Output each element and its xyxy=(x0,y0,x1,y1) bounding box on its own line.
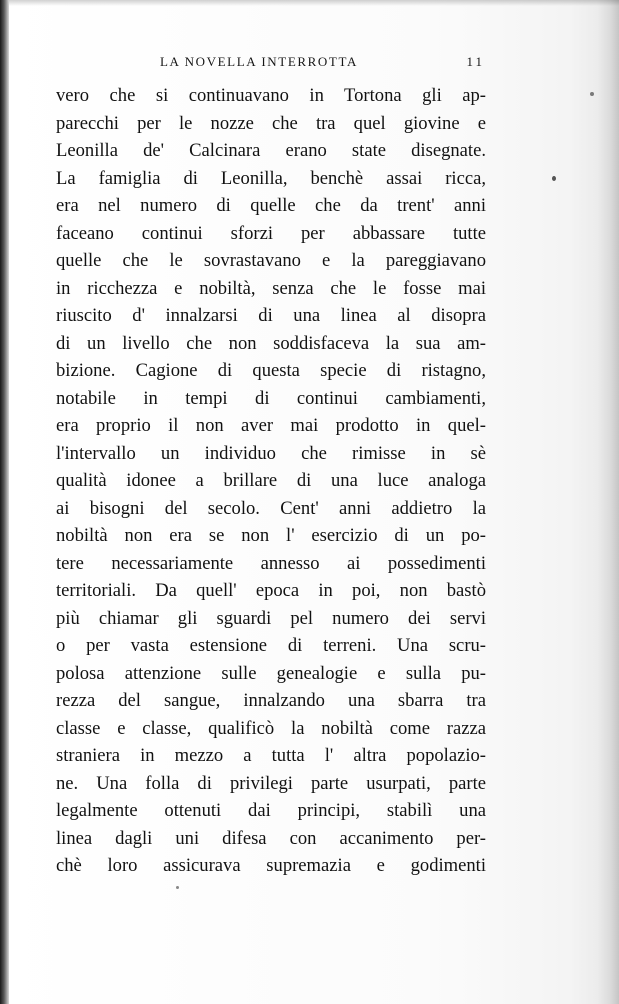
text-line: straniera in mezzo a tutta l' altra popolazio- xyxy=(56,745,486,766)
text-line: di un livello che non soddisfaceva la sua am- xyxy=(56,332,486,354)
paper-speck xyxy=(552,176,556,181)
text-line: ne. Una folla di privilegi parte usurpati, parte xyxy=(56,772,486,794)
text-line: quelle che le sovrastavano e la pareggiavano xyxy=(56,250,486,271)
text-line: legalmente ottenuti dai principi, stabilì una xyxy=(56,800,486,821)
text-line: chè loro assicurava supremazia e godimenti xyxy=(56,855,486,876)
text-line: parecchi per le nozze che tra quel giovine e xyxy=(56,112,486,134)
body-text xyxy=(56,82,486,880)
text-line: era nel numero di quelle che da trent' anni xyxy=(56,195,486,216)
text-line: linea dagli uni difesa con accanimento per- xyxy=(56,827,486,849)
text-line: rezza del sangue, innalzando una sbarra tra xyxy=(56,690,486,711)
text-line: classe e classe, qualificò la nobiltà come razza xyxy=(56,717,486,739)
text-line: era proprio il non aver mai prodotto in quel- xyxy=(56,415,486,436)
paper-speck xyxy=(176,886,179,889)
text-line: La famiglia di Leonilla, benchè assai ricca, xyxy=(56,167,486,189)
text-line: bizione. Cagione di questa specie di ristagno, xyxy=(56,360,486,381)
text-line: tere necessariamente annesso ai possedimenti xyxy=(56,552,486,574)
paper-speck xyxy=(590,92,594,96)
right-edge-shadow xyxy=(597,0,619,1004)
text-line: in ricchezza e nobiltà, senza che le fosse mai xyxy=(56,277,486,299)
text-line: l'intervallo un individuo che rimisse in sè xyxy=(56,442,486,464)
running-title: LA NOVELLA INTERROTTA xyxy=(160,54,358,69)
text-line: faceano continui sforzi per abbassare tutte xyxy=(56,222,486,244)
text-line: o per vasta estensione di terreni. Una scru- xyxy=(56,635,486,656)
text-line: vero che si continuavano in Tortona gli ap- xyxy=(56,85,486,106)
text-line: ai bisogni del secolo. Cent' anni addietro la xyxy=(56,497,486,519)
text-line: riuscito d' innalzarsi di una linea al disopra xyxy=(56,305,486,326)
top-edge-shadow xyxy=(9,0,619,6)
text-line: Leonilla de' Calcinara erano state disegnate. xyxy=(56,140,486,161)
text-line: nobiltà non era se non l' esercizio di un po- xyxy=(56,525,486,546)
text-line: territoriali. Da quell' epoca in poi, non bastò xyxy=(56,580,486,601)
text-line: notabile in tempi di continui cambiamenti, xyxy=(56,387,486,409)
page-number: 11 xyxy=(466,54,485,69)
text-line: qualità idonee a brillare di una luce analoga xyxy=(56,470,486,491)
running-head xyxy=(160,54,485,72)
text-line: più chiamar gli sguardi pel numero dei servi xyxy=(56,607,486,629)
text-line: polosa attenzione sulle genealogie e sulla pu- xyxy=(56,662,486,684)
book-spine-shadow xyxy=(0,0,9,1004)
